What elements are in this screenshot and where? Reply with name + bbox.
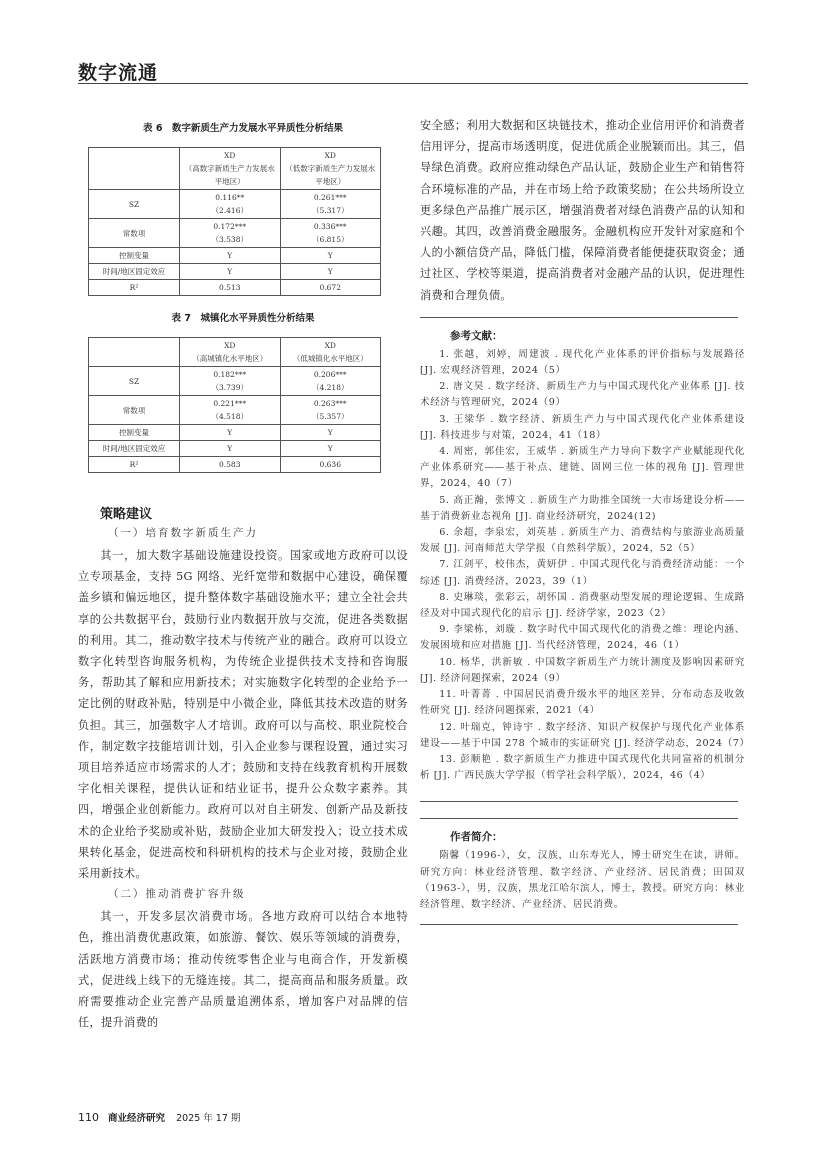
table-cell: Y	[180, 441, 281, 457]
column-desc: （低城镇化水平地区）	[292, 354, 368, 363]
table-cell	[280, 367, 381, 396]
table-cell	[180, 396, 281, 425]
t-statistic: （6.815）	[312, 235, 349, 244]
section-heading: 策略建议	[100, 507, 153, 522]
table-header-row	[89, 148, 381, 190]
reference-item: 6. 余超，李泉宏，刘英基 . 新质生产力、消费结构与旅游业高质量发展 [J]. 河南师范大学学报（自然科学版），2024，52（5）	[420, 527, 745, 555]
table-cell	[180, 367, 281, 396]
table-row	[89, 396, 381, 425]
row-label: 时间/地区固定效应	[89, 441, 180, 457]
body-paragraph: 其一，加大数字基础设施建设投资。国家或地方政府可以设立专项基金，支持 5G 网络、光纤宽带和数据中心建设，确保覆盖乡镇和偏远地区，提升整体数字基础设施水平；建立全社会共享的公共数据平台，鼓励行业内数据开放与交流，促进各类数据的利用。其二，推动数字技术与传统产业的融合。政府可以设立数字化转型咨询服务机构，为传统企业提供技术支持和咨询服务，帮助其了解和应用新技术；对实施数字化转型的企业给予一定比例的财政补贴，特别是中小微企业，降低其技术改造的财务负担。其三，加强数字人才培训。政府可以与高校、职业院校合作，制定数字技能培训计划，引入企业参与课程设置，通过实习项目培养适应市场需求的人才；鼓励和支持在线教育机构开展数字化相关课程，提供认证和结业证书，提升公众数字素养。其四，增强企业创新能力。政府可以对自主研发、创新产品及新技术的企业给予奖励或补贴，鼓励企业加大研发投入；设立技术成果转化基金，促进高校和科研机构的技术与企业对接，鼓励企业采用新技术。	[78, 549, 408, 881]
column-header	[280, 338, 381, 367]
body-paragraph: 其一，开发多层次消费市场。各地方政府可以结合本地特色，推出消费优惠政策，如旅游、餐饮、娱乐等领域的消费券，活跃地方消费市场；推动传统零售企业与电商合作，开发新模式，促进线上线下的无缝连接。其二，提高商品和服务质量。政府需要推动企业完善产品质量追溯体系，增加客户对品牌的信任，提升消费的	[78, 910, 408, 1030]
table-cell: Y	[280, 248, 381, 264]
references-box	[420, 328, 750, 784]
table-cell	[280, 190, 381, 219]
header-rule	[78, 83, 748, 84]
column-var: XD	[324, 341, 336, 350]
results-table	[88, 147, 381, 296]
column-desc: （高城镇化水平地区）	[192, 354, 268, 363]
table-header-row	[89, 338, 381, 367]
reference-item: 13. 彭顺艳 . 数字新质生产力推进中国式现代化共同富裕的机制分析 [J]. 广西民族大学学报（哲学社会科学版），2024，46（4）	[420, 753, 745, 782]
page-number: 110	[78, 1111, 99, 1124]
t-statistic: （2.416）	[211, 206, 248, 215]
table-cell: Y	[180, 248, 281, 264]
column-var: XD	[224, 151, 236, 160]
coefficient: 0.336***	[313, 222, 347, 231]
author-bottom-rule	[420, 924, 738, 925]
column-header	[280, 148, 381, 190]
t-statistic: （5.317）	[312, 206, 349, 215]
table-row	[89, 367, 381, 396]
table-cell: Y	[180, 264, 281, 280]
t-statistic: （3.538）	[211, 235, 248, 244]
table-caption: 表 7 城镇化水平异质性分析结果	[171, 313, 315, 324]
journal-name: 商业经济研究	[108, 1113, 166, 1124]
coefficient: 0.182***	[213, 370, 247, 379]
table-row	[89, 441, 381, 457]
coefficient: 0.172***	[213, 222, 247, 231]
reference-item: 8. 史琳琰，张彩云，胡怀国 . 消费驱动型发展的理论逻辑、生成路径及对中国式现代化的启示 [J]. 经济学家，2023（2）	[420, 591, 745, 620]
table-cell: 0.583	[180, 457, 281, 473]
table-row	[89, 248, 381, 264]
reference-item: 5. 高正瀚，张博文 . 新质生产力助推全国统一大市场建设分析——基于消费新业态视角 [J]. 商业经济研究，2024(12)	[420, 494, 745, 522]
body-paragraph-continued: 安全感；利用大数据和区块链技术，推动企业信用评价和消费者信用评分，提高市场透明度，促进优质企业脱颖而出。其三，倡导绿色消费。政府应推动绿色产品认证，鼓励企业生产和销售符合环境标准的产品，并在市场上给予政策奖励；在公共场所设立更多绿色产品推广展示区，增强消费者对绿色消费产品的认知和兴趣。其四，改善消费金融服务。金融机构应开发针对家庭和个人的小额信贷产品，降低门槛，保障消费者能便捷获取资金；通过社区、学校等渠道，提高消费者对金融产品的认识，促进理性消费和合理负债。	[420, 119, 745, 302]
subsection-heading: （一）培育数字新质生产力	[108, 527, 258, 539]
table-row	[89, 264, 381, 280]
reference-item: 2. 唐文昊 . 数字经济、新质生产力与中国式现代化产业体系 [J]. 技术经济与管理研究，2024（9）	[420, 381, 745, 409]
t-statistic: （3.739）	[211, 383, 248, 392]
column-desc: （低数字新质生产力发展水平地区）	[285, 164, 376, 186]
column-header	[180, 338, 281, 367]
reference-item: 7. 江剑平，校伟杰，黄妍伊 . 中国式现代化与消费经济动能：一个综述 [J]. 消费经济，2023，39（1）	[420, 559, 745, 587]
table-cell: Y	[280, 425, 381, 441]
page-footer	[78, 1110, 240, 1124]
coefficient: 0.116**	[215, 193, 245, 202]
row-label: SZ	[89, 367, 180, 396]
column-header	[180, 148, 281, 190]
row-label: SZ	[89, 190, 180, 219]
table-cell	[280, 219, 381, 248]
issue-label: 2025 年 17 期	[176, 1113, 241, 1124]
coefficient: 0.206***	[313, 370, 347, 379]
table-row	[89, 280, 381, 296]
table-cell: 0.672	[280, 280, 381, 296]
table-cell	[180, 190, 281, 219]
reference-item: 9. 李梁栋，刘璇 . 数字时代中国式现代化的消费之维：理论内涵、发展困境和应对措施 [J]. 当代经济管理，2024，46（1）	[420, 624, 745, 652]
table-row	[89, 425, 381, 441]
table-cell: 0.636	[280, 457, 381, 473]
table-row	[89, 457, 381, 473]
reference-item: 1. 张越，刘婷，周建波 . 现代化产业体系的评价指标与发展路径 [J]. 宏观经济管理，2024（5）	[420, 348, 745, 377]
references-top-rule	[420, 317, 738, 318]
column-var: XD	[224, 341, 236, 350]
subsection-heading: （二）推动消费扩容升级	[108, 888, 246, 901]
header-empty-cell	[89, 148, 180, 190]
table-caption: 表 6 数字新质生产力发展水平异质性分析结果	[143, 123, 343, 134]
author-bio: 隋馨（1996-），女，汉族，山东寿光人，博士研究生在读，讲师。研究方向：林业经济管理、数字经济、产业经济、居民消费；田国双（1963-），男，汉族，黑龙江哈尔滨人，博士，教授。研究方向：林业经济管理、数字经济、产业经济、居民消费。	[420, 850, 745, 910]
t-statistic: （4.518）	[211, 412, 248, 421]
reference-item: 4. 周密，郭佳宏，王威华 . 新质生产力导向下数字产业赋能现代化产业体系研究——基于补点、建链、固网三位一体的视角 [J]. 管理世界，2024，40（7）	[420, 446, 745, 490]
references-title: 参考文献：	[450, 329, 503, 342]
row-label: 控制变量	[89, 425, 180, 441]
coefficient: 0.263***	[313, 399, 347, 408]
table-7	[78, 310, 408, 473]
row-label: R²	[89, 280, 180, 296]
row-label: 时间/地区固定效应	[89, 264, 180, 280]
row-label: R²	[89, 457, 180, 473]
t-statistic: （5.357）	[312, 412, 349, 421]
row-label: 常数项	[89, 396, 180, 425]
running-header-title: 数字流通	[78, 62, 159, 84]
table-cell	[180, 219, 281, 248]
header-empty-cell	[89, 338, 180, 367]
results-table	[88, 337, 381, 473]
table-cell	[280, 396, 381, 425]
author-box	[420, 829, 745, 913]
table-6	[78, 120, 408, 296]
reference-item: 11. 叶菁菁 . 中国居民消费升级水平的地区差异、分布动态及收敛性研究 [J]. 经济问题探索，2021（4）	[420, 689, 745, 717]
table-cell: 0.513	[180, 280, 281, 296]
table-cell: Y	[280, 264, 381, 280]
author-top-rule	[420, 818, 738, 819]
table-row	[89, 190, 381, 219]
coefficient: 0.221***	[213, 399, 247, 408]
table-cell: Y	[280, 441, 381, 457]
row-label: 控制变量	[89, 248, 180, 264]
reference-item: 3. 王梁华 . 数字经济、新质生产力与中国式现代化产业体系建设 [J]. 科技进步与对策，2024，41（18）	[420, 413, 745, 441]
right-column	[420, 115, 750, 925]
table-row	[89, 219, 381, 248]
row-label: 常数项	[89, 219, 180, 248]
column-desc: （高数字新质生产力发展水平地区）	[184, 164, 275, 186]
coefficient: 0.261***	[313, 193, 347, 202]
table-cell: Y	[180, 425, 281, 441]
references-bottom-rule	[420, 801, 738, 802]
left-column	[78, 120, 408, 1033]
t-statistic: （4.218）	[312, 383, 349, 392]
references-list	[420, 347, 750, 784]
reference-item: 12. 叶瑞克，钟诗宇 . 数字经济、知识产权保护与现代化产业体系建设——基于中国 278 个城市的实证研究 [J]. 经济学动态，2024（7）	[420, 721, 750, 749]
author-title: 作者简介：	[450, 831, 503, 844]
reference-item: 10. 杨华，洪新敏 . 中国数字新质生产力统计测度及影响因素研究 [J]. 经济问题探索，2024（9）	[420, 656, 745, 684]
column-var: XD	[324, 151, 336, 160]
